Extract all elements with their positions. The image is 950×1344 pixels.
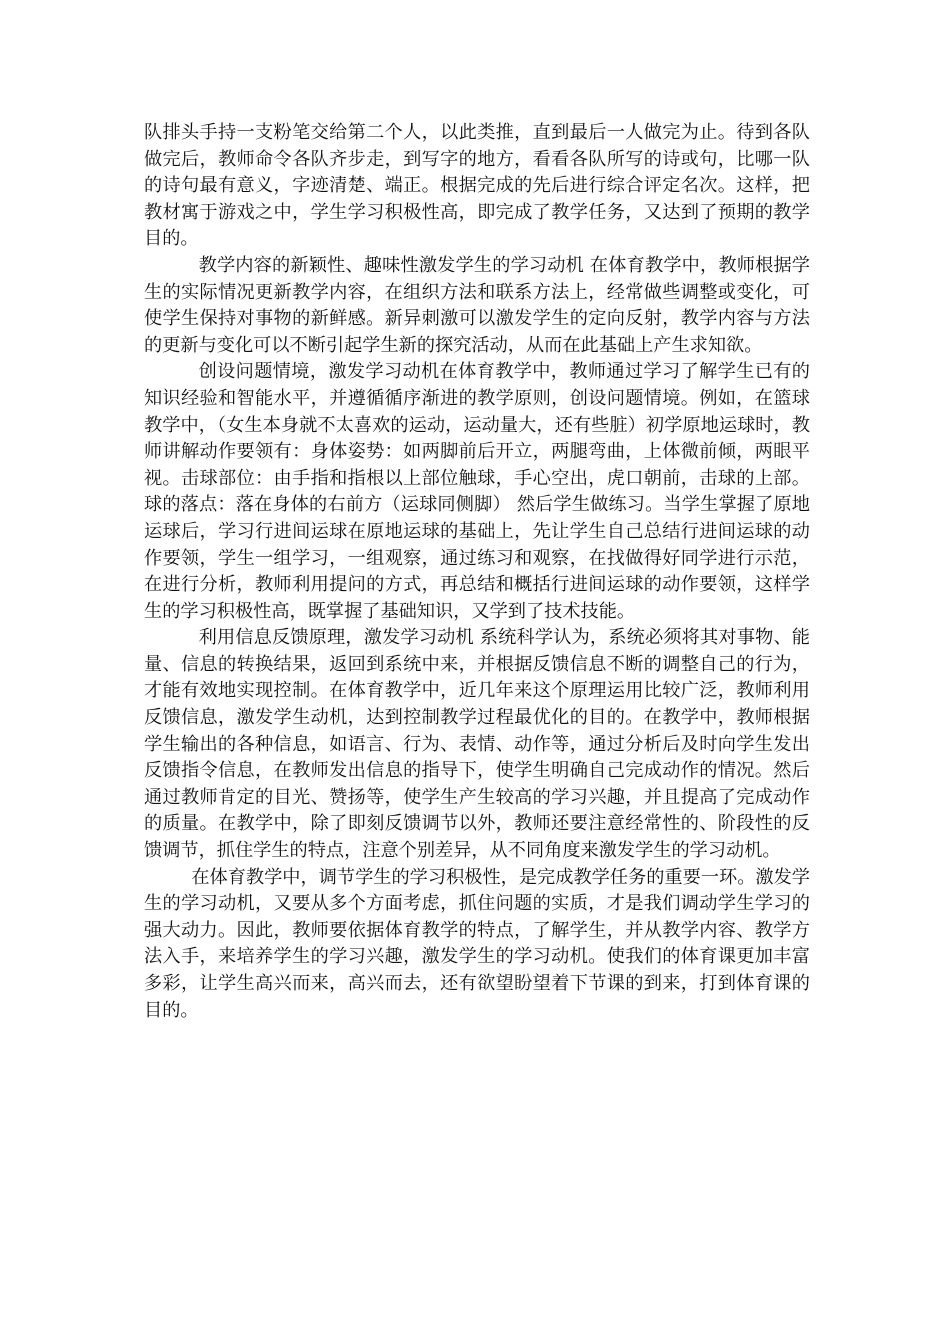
paragraph-feedback-principle: 利用信息反馈原理，激发学习动机 系统科学认为，系统必须将其对事物、能量、信息的转换结果，返回到系统中来，并根据反馈信息不断的调整自己的行为，才能有效地实现控制。在体育教学中，近几年来这个原理运用比较广泛，教师利用反馈信息，激发学生动机，达到控制教学过程最优化的目的。在教学中，教师根据学生输出的各种信息，如语言、行为、表情、动作等，通过分析后及时向学生发出反馈指令信息，在教师发出信息的指导下，使学生明确自己完成动作的情况。然后通过教师肯定的目光、赞扬等，使学生产生较高的学习兴趣，并且提高了完成动作的质量。在教学中，除了即刻反馈调节以外，教师还要注意经常性的、阶段性的反馈调节，抓住学生的特点，注意个别差异，从不同角度来激发学生的学习动机。 [144,627,810,862]
paragraph-game-teaching: 队排头手持一支粉笔交给第二个人，以此类推，直到最后一人做完为止。待到各队做完后，教师命令各队齐步走，到写字的地方，看看各队所写的诗或句，比哪一队的诗句最有意义，字迹清楚、端正。根据完成的先后进行综合评定名次。这样，把教材寓于游戏之中，学生学习积极性高，即完成了教学任务，又达到了预期的教学目的。 [144,122,810,250]
document-body [144,120,810,1024]
paragraph-conclusion: 在体育教学中，调节学生的学习积极性，是完成教学任务的重要一环。激发学生的学习动机，又要从多个方面考虑，抓住问题的实质，才是我们调动学生学习的强大动力。因此，教师要依据体育教学的特点，了解学生，并从教学内容、教学方法入手，来培养学生的学习兴趣，激发学生的学习动机。使我们的体育课更加丰富多彩，让学生高兴而来，高兴而去，还有欲望盼望着下节课的到来，打到体育课的目的。 [144,866,810,1021]
paragraph-problem-situation: 创设问题情境，激发学习动机在体育教学中，教师通过学习了解学生已有的知识经验和智能水平，并遵循循序渐进的教学原则，创设问题情境。例如，在篮球教学中，（女生本身就不太喜欢的运动，运动量大，还有些脏）初学原地运球时，教师讲解动作要领有：身体姿势：如两脚前后开立，两腿弯曲，上体微前倾，两眼平视。击球部位：由手指和指根以上部位触球，手心空出，虎口朝前，击球的上部。球的落点：落在身体的右前方（运球同侧脚） 然后学生做练习。当学生掌握了原地运球后，学习行进间运球在原地运球的基础上，先让学生自己总结行进间运球的动作要领，学生一组学习，一组观察，通过练习和观察，在找做得好同学进行示范，在进行分析，教师利用提问的方式，再总结和概括行进间运球的动作要领，这样学生的学习积极性高，既掌握了基础知识，又学到了技术技能。 [144,361,810,622]
paragraph-novel-content: 教学内容的新颖性、趣味性激发学生的学习动机 在体育教学中，教师根据学生的实际情况更新教学内容，在组织方法和联系方法上，经常做些调整或变化，可使学生保持对事物的新鲜感。新异刺激可以激发学生的定向反射，教学内容与方法的更新与变化可以不断引起学生新的探究活动，从而在此基础上产生求知欲。 [144,254,810,356]
